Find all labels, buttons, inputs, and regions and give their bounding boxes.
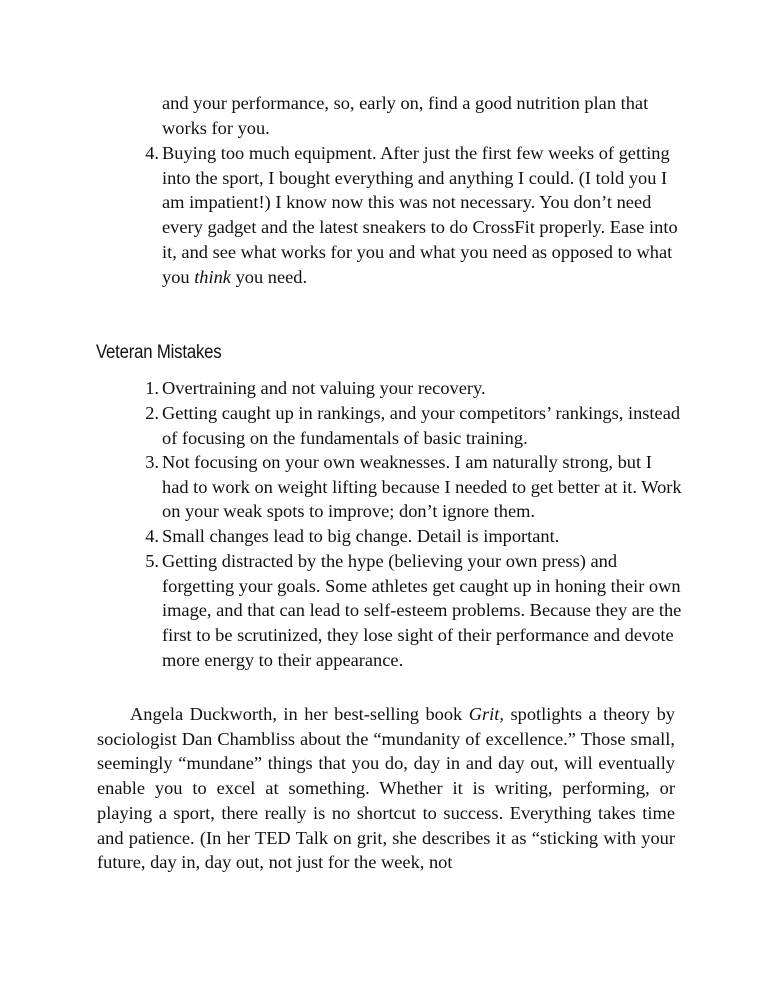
list-number: 5. xyxy=(145,551,159,571)
book-title: Grit, xyxy=(468,704,504,724)
list-number: 1. xyxy=(145,378,159,398)
list-item-continuation: and your performance, so, early on, find a good nutrition plan that works for you. xyxy=(162,93,649,138)
list-item: Small changes lead to big change. Detail is important. xyxy=(162,526,560,546)
body-paragraph xyxy=(97,702,675,875)
list-item: Not focusing on your own weaknesses. I am naturally strong, but I had to work on weight lifting because I needed to get better at it. Work on your weak spots to improve; don’t ignore them. xyxy=(162,452,682,522)
list-item: Getting distracted by the hype (believing your own press) and forgetting your goals. Some athletes get caught up in honing their own image, and that can lead to self-esteem problems. Because they are the first to be scrutinized, they lose sight of their performance and devote more energy to their appearance. xyxy=(162,551,682,670)
paragraph-text-continued: spotlights a theory by sociologist Dan Chambliss about the “mundanity of excellence.” Those small, seemingly “mundane” things that you do, day in and day out, will eventually enable you to excel at something. Whether it is writing, performing, or playing a sport, there really is no shortcut to success. Everything takes time and patience. (In her TED Talk on grit, she describes it as “sticking with your future, day in, day out, not just for the week, not xyxy=(97,704,675,873)
emphasis-word: think xyxy=(194,266,231,287)
list-number: 4. xyxy=(145,526,159,546)
list-number: 4. xyxy=(145,143,159,163)
list-item: Getting caught up in rankings, and your competitors’ rankings, instead of focusing on the fundamentals of basic training. xyxy=(162,403,681,448)
list-number: 3. xyxy=(145,452,159,472)
list-item: Overtraining and not valuing your recovery. xyxy=(162,378,486,398)
list-number: 2. xyxy=(145,403,159,423)
paragraph-text: Angela Duckworth, in her best-selling book xyxy=(130,704,469,724)
list-item-equipment xyxy=(162,141,682,289)
list-item-text-end: you need. xyxy=(230,266,308,287)
section-heading: Veteran Mistakes xyxy=(96,342,222,363)
list-item-text: Buying too much equipment. After just the first few weeks of getting into the sport, I bought everything and anything I could. (I told you I am impatient!) I know now this was not necessary. You don’t need every gadget and the latest sneakers to do CrossFit properly. Ease into it, and see what works for you and what you need as opposed to what you xyxy=(162,143,678,287)
